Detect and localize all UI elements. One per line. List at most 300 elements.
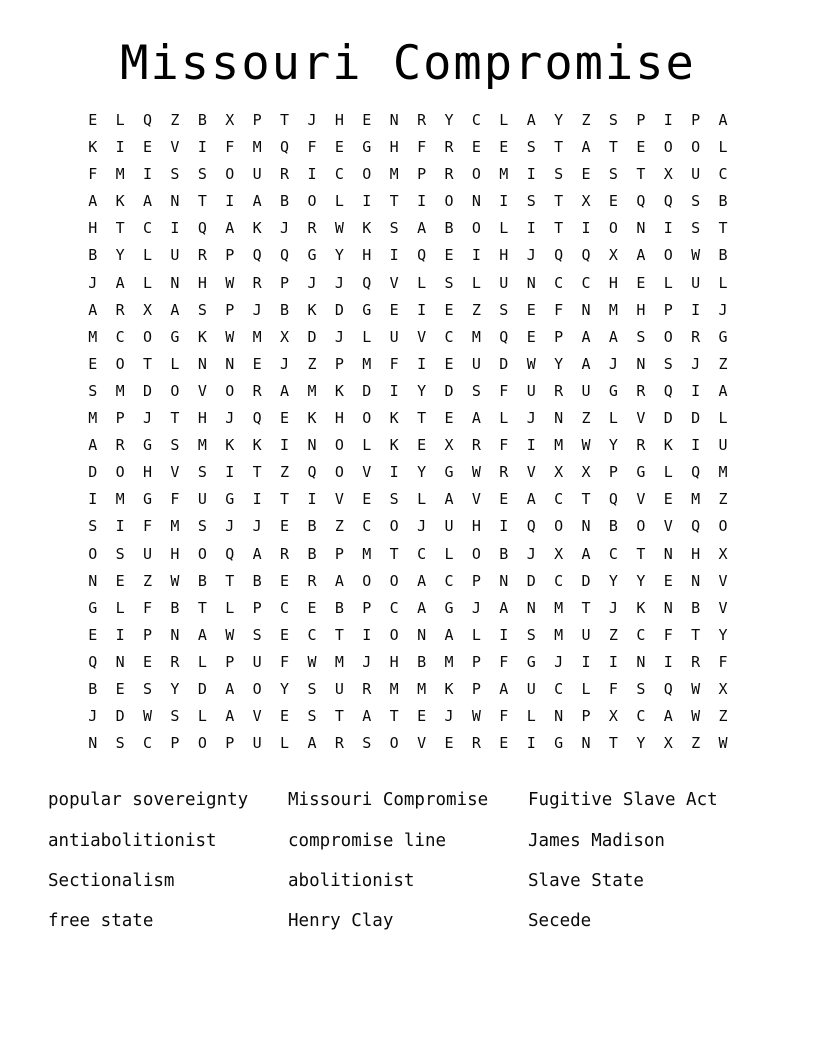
grid-letter: W	[471, 463, 481, 482]
grid-letter: R	[362, 679, 372, 698]
grid-letter: U	[691, 165, 701, 184]
grid-letter: V	[197, 381, 207, 400]
grid-letter: A	[663, 707, 673, 726]
grid-letter: N	[636, 354, 646, 373]
grid-letter: X	[718, 544, 728, 563]
grid-letter: C	[581, 273, 591, 292]
grid-letter: N	[471, 192, 481, 211]
grid-letter: L	[143, 273, 153, 292]
grid-letter: C	[115, 327, 125, 346]
grid-letter: O	[471, 544, 481, 563]
grid-row	[79, 703, 737, 730]
grid-letter: M	[88, 327, 98, 346]
grid-letter: H	[471, 517, 481, 536]
grid-letter: S	[88, 381, 98, 400]
grid-letter: C	[417, 544, 427, 563]
grid-letter: B	[307, 517, 317, 536]
grid-letter: T	[636, 165, 646, 184]
grid-letter: S	[554, 165, 564, 184]
grid-letter: T	[170, 409, 180, 428]
grid-letter: O	[362, 165, 372, 184]
grid-letter: Y	[417, 381, 427, 400]
grid-letter: K	[636, 598, 646, 617]
grid-letter: M	[554, 625, 564, 644]
grid-letter: A	[252, 544, 262, 563]
grid-letter: A	[225, 707, 235, 726]
grid-letter: I	[417, 192, 427, 211]
grid-letter: L	[197, 707, 207, 726]
grid-letter: F	[307, 138, 317, 157]
grid-letter: X	[663, 734, 673, 753]
grid-letter: E	[362, 111, 372, 129]
grid-letter: B	[444, 219, 454, 238]
grid-letter: S	[307, 679, 317, 698]
grid-letter: S	[197, 165, 207, 184]
grid-letter: I	[499, 625, 509, 644]
grid-letter: J	[526, 544, 536, 563]
grid-letter: V	[417, 734, 427, 753]
grid-letter: T	[581, 598, 591, 617]
grid-letter: L	[362, 436, 372, 455]
grid-letter: J	[252, 300, 262, 319]
grid-letter: L	[499, 409, 509, 428]
grid-letter: A	[499, 679, 509, 698]
grid-letter: L	[417, 490, 427, 509]
grid-letter: L	[143, 246, 153, 265]
grid-letter: G	[554, 734, 564, 753]
grid-letter: F	[170, 490, 180, 509]
grid-letter: F	[389, 354, 399, 373]
grid-letter: P	[581, 707, 591, 726]
grid-letter: O	[663, 246, 673, 265]
grid-letter: Q	[143, 111, 153, 129]
grid-letter: Y	[115, 246, 125, 265]
grid-letter: A	[526, 490, 536, 509]
grid-letter: U	[526, 679, 536, 698]
grid-letter: E	[417, 436, 427, 455]
grid-letter: M	[499, 165, 509, 184]
grid-letter: W	[225, 273, 235, 292]
grid-letter: Q	[499, 327, 509, 346]
word-item: abolitionist	[288, 870, 415, 891]
grid-letter: D	[115, 707, 125, 726]
grid-letter: M	[197, 436, 207, 455]
grid-letter: J	[554, 652, 564, 671]
grid-letter: M	[417, 679, 427, 698]
grid-letter: V	[663, 517, 673, 536]
grid-letter: O	[444, 192, 454, 211]
grid-letter: E	[143, 652, 153, 671]
grid-letter: N	[170, 625, 180, 644]
grid-letter: G	[444, 463, 454, 482]
grid-letter: E	[471, 138, 481, 157]
grid-letter: O	[691, 138, 701, 157]
grid-letter: J	[252, 517, 262, 536]
grid-letter: V	[389, 273, 399, 292]
grid-letter: X	[554, 544, 564, 563]
grid-letter: L	[197, 652, 207, 671]
grid-letter: L	[334, 192, 344, 211]
grid-letter: I	[225, 192, 235, 211]
grid-letter: O	[389, 571, 399, 590]
grid-letter: O	[389, 625, 399, 644]
grid-letter: B	[499, 544, 509, 563]
grid-letter: M	[444, 652, 454, 671]
word-item: Henry Clay	[288, 911, 394, 932]
grid-letter: F	[280, 652, 290, 671]
grid-letter: K	[307, 409, 317, 428]
grid-letter: I	[88, 490, 98, 509]
grid-letter: S	[170, 436, 180, 455]
grid-letter: X	[608, 707, 618, 726]
grid-letter: O	[115, 354, 125, 373]
grid-letter: C	[444, 327, 454, 346]
word-list-row	[48, 901, 816, 941]
grid-letter: R	[280, 165, 290, 184]
grid-letter: I	[499, 192, 509, 211]
grid-letter: J	[526, 246, 536, 265]
grid-letter: Q	[417, 246, 427, 265]
grid-letter: H	[334, 111, 344, 129]
grid-letter: A	[88, 300, 98, 319]
grid-row	[79, 568, 737, 595]
grid-row	[79, 595, 737, 622]
grid-letter: J	[444, 707, 454, 726]
grid-letter: T	[225, 571, 235, 590]
grid-letter: E	[444, 734, 454, 753]
grid-letter: I	[362, 192, 372, 211]
grid-letter: I	[389, 246, 399, 265]
grid-letter: I	[197, 138, 207, 157]
grid-letter: M	[718, 463, 728, 482]
grid-letter: T	[334, 707, 344, 726]
grid-letter: I	[115, 517, 125, 536]
grid-letter: V	[636, 490, 646, 509]
grid-letter: A	[225, 219, 235, 238]
grid-letter: A	[581, 544, 591, 563]
grid-row	[79, 351, 737, 378]
grid-letter: C	[143, 734, 153, 753]
grid-letter: B	[280, 192, 290, 211]
grid-letter: W	[691, 707, 701, 726]
grid-letter: E	[88, 354, 98, 373]
grid-letter: T	[280, 490, 290, 509]
grid-letter: T	[608, 138, 618, 157]
grid-letter: O	[334, 463, 344, 482]
grid-letter: D	[307, 327, 317, 346]
grid-letter: L	[499, 219, 509, 238]
grid-letter: Q	[88, 652, 98, 671]
grid-letter: W	[170, 571, 180, 590]
grid-letter: P	[554, 327, 564, 346]
grid-letter: M	[88, 409, 98, 428]
grid-letter: J	[143, 409, 153, 428]
grid-letter: O	[554, 517, 564, 536]
grid-letter: S	[691, 219, 701, 238]
grid-letter: E	[334, 138, 344, 157]
grid-letter: T	[554, 138, 564, 157]
grid-letter: O	[389, 517, 399, 536]
grid-letter: E	[526, 327, 536, 346]
grid-letter: I	[663, 219, 673, 238]
grid-letter: W	[334, 219, 344, 238]
grid-letter: T	[718, 219, 728, 238]
word-list-row	[48, 861, 816, 901]
grid-letter: B	[197, 111, 207, 129]
grid-letter: S	[499, 300, 509, 319]
grid-letter: V	[471, 490, 481, 509]
grid-letter: U	[499, 273, 509, 292]
grid-row	[79, 324, 737, 351]
grid-letter: E	[115, 679, 125, 698]
grid-letter: R	[334, 734, 344, 753]
grid-letter: E	[636, 138, 646, 157]
grid-letter: W	[718, 734, 728, 753]
grid-letter: Q	[581, 246, 591, 265]
grid-letter: P	[334, 354, 344, 373]
grid-letter: J	[225, 409, 235, 428]
word-search-grid	[79, 107, 737, 757]
grid-letter: W	[526, 354, 536, 373]
grid-letter: R	[115, 436, 125, 455]
grid-letter: S	[444, 273, 454, 292]
grid-letter: Z	[691, 734, 701, 753]
grid-letter: M	[362, 544, 372, 563]
grid-letter: H	[197, 409, 207, 428]
grid-letter: Q	[252, 246, 262, 265]
grid-letter: U	[252, 734, 262, 753]
word-item: James Madison	[528, 830, 665, 851]
grid-letter: T	[389, 544, 399, 563]
grid-letter: O	[115, 463, 125, 482]
grid-letter: R	[307, 571, 317, 590]
grid-letter: I	[526, 734, 536, 753]
grid-letter: Q	[663, 679, 673, 698]
grid-letter: M	[115, 381, 125, 400]
grid-letter: P	[417, 165, 427, 184]
grid-letter: Q	[362, 273, 372, 292]
grid-letter: J	[608, 598, 618, 617]
grid-letter: P	[225, 652, 235, 671]
grid-letter: N	[554, 409, 564, 428]
grid-letter: E	[280, 707, 290, 726]
grid-letter: E	[444, 409, 454, 428]
grid-letter: N	[88, 734, 98, 753]
grid-letter: V	[636, 409, 646, 428]
grid-letter: M	[362, 354, 372, 373]
grid-letter: N	[636, 219, 646, 238]
grid-letter: K	[307, 300, 317, 319]
grid-letter: B	[197, 571, 207, 590]
grid-letter: E	[143, 138, 153, 157]
grid-letter: E	[417, 707, 427, 726]
grid-letter: C	[554, 571, 564, 590]
grid-letter: D	[663, 409, 673, 428]
word-item: compromise line	[288, 830, 447, 851]
grid-letter: R	[444, 165, 454, 184]
grid-letter: I	[663, 652, 673, 671]
grid-letter: O	[663, 327, 673, 346]
grid-letter: N	[581, 517, 591, 536]
grid-row	[79, 622, 737, 649]
grid-letter: G	[143, 436, 153, 455]
grid-letter: J	[334, 273, 344, 292]
grid-letter: R	[471, 436, 481, 455]
grid-letter: Q	[197, 219, 207, 238]
grid-letter: I	[417, 354, 427, 373]
grid-letter: C	[636, 707, 646, 726]
grid-letter: S	[608, 165, 618, 184]
grid-letter: L	[444, 544, 454, 563]
grid-letter: D	[691, 409, 701, 428]
grid-letter: S	[170, 707, 180, 726]
grid-letter: G	[444, 598, 454, 617]
word-item: Sectionalism	[48, 870, 175, 891]
grid-letter: O	[608, 219, 618, 238]
grid-letter: D	[362, 381, 372, 400]
grid-letter: T	[115, 219, 125, 238]
grid-letter: E	[444, 300, 454, 319]
grid-letter: Y	[636, 734, 646, 753]
grid-letter: S	[143, 679, 153, 698]
grid-letter: W	[307, 652, 317, 671]
grid-letter: K	[115, 192, 125, 211]
grid-letter: K	[389, 409, 399, 428]
grid-letter: N	[526, 273, 536, 292]
grid-letter: C	[280, 598, 290, 617]
grid-letter: L	[170, 354, 180, 373]
grid-letter: S	[307, 707, 317, 726]
grid-letter: L	[718, 409, 728, 428]
grid-letter: S	[389, 219, 399, 238]
grid-letter: U	[581, 625, 591, 644]
grid-letter: R	[252, 273, 262, 292]
grid-letter: Y	[170, 679, 180, 698]
grid-letter: H	[389, 652, 399, 671]
grid-letter: A	[225, 679, 235, 698]
word-list	[0, 780, 816, 941]
grid-letter: H	[499, 246, 509, 265]
grid-letter: X	[554, 463, 564, 482]
grid-letter: E	[252, 354, 262, 373]
grid-letter: O	[334, 436, 344, 455]
grid-letter: X	[444, 436, 454, 455]
word-list-row	[48, 821, 816, 861]
grid-row	[79, 107, 737, 134]
grid-letter: A	[170, 300, 180, 319]
grid-letter: E	[280, 409, 290, 428]
grid-letter: C	[444, 571, 454, 590]
grid-letter: N	[417, 625, 427, 644]
grid-letter: I	[389, 381, 399, 400]
grid-letter: E	[663, 571, 673, 590]
grid-letter: O	[663, 138, 673, 157]
grid-letter: F	[143, 598, 153, 617]
grid-letter: E	[444, 246, 454, 265]
grid-letter: O	[362, 571, 372, 590]
grid-letter: A	[417, 571, 427, 590]
grid-letter: S	[88, 517, 98, 536]
grid-letter: P	[225, 300, 235, 319]
grid-letter: Z	[280, 463, 290, 482]
grid-letter: E	[499, 490, 509, 509]
grid-letter: V	[334, 490, 344, 509]
grid-letter: G	[718, 327, 728, 346]
grid-letter: G	[143, 490, 153, 509]
grid-letter: J	[608, 354, 618, 373]
grid-letter: U	[389, 327, 399, 346]
grid-letter: J	[526, 409, 536, 428]
grid-letter: G	[225, 490, 235, 509]
grid-letter: O	[636, 517, 646, 536]
grid-letter: E	[88, 111, 98, 129]
grid-letter: E	[444, 354, 454, 373]
grid-letter: P	[691, 111, 701, 129]
grid-letter: N	[170, 273, 180, 292]
grid-letter: R	[636, 436, 646, 455]
grid-letter: I	[581, 219, 591, 238]
grid-letter: Z	[581, 409, 591, 428]
grid-letter: H	[636, 300, 646, 319]
grid-letter: U	[143, 544, 153, 563]
grid-letter: L	[663, 463, 673, 482]
grid-row	[79, 513, 737, 540]
grid-letter: X	[608, 246, 618, 265]
grid-letter: B	[718, 246, 728, 265]
grid-letter: B	[307, 544, 317, 563]
grid-letter: I	[307, 490, 317, 509]
grid-letter: I	[225, 463, 235, 482]
grid-row	[79, 134, 737, 161]
grid-letter: Y	[718, 625, 728, 644]
grid-letter: P	[280, 273, 290, 292]
grid-letter: O	[252, 679, 262, 698]
grid-letter: K	[225, 436, 235, 455]
grid-letter: J	[280, 219, 290, 238]
grid-letter: O	[362, 409, 372, 428]
grid-letter: E	[608, 192, 618, 211]
grid-letter: S	[362, 734, 372, 753]
grid-letter: C	[554, 679, 564, 698]
grid-letter: N	[663, 598, 673, 617]
grid-letter: O	[88, 544, 98, 563]
grid-letter: C	[362, 517, 372, 536]
grid-letter: S	[636, 679, 646, 698]
grid-row	[79, 405, 737, 432]
grid-row	[79, 161, 737, 188]
grid-row	[79, 432, 737, 459]
grid-letter: M	[608, 300, 618, 319]
grid-letter: K	[663, 436, 673, 455]
grid-letter: Z	[170, 111, 180, 129]
grid-letter: L	[499, 111, 509, 129]
grid-letter: R	[636, 381, 646, 400]
grid-letter: E	[280, 517, 290, 536]
grid-letter: Y	[608, 436, 618, 455]
grid-letter: B	[334, 598, 344, 617]
grid-letter: U	[252, 165, 262, 184]
grid-letter: V	[252, 707, 262, 726]
grid-letter: H	[334, 409, 344, 428]
grid-letter: E	[499, 138, 509, 157]
grid-letter: J	[718, 300, 728, 319]
grid-letter: I	[170, 219, 180, 238]
grid-letter: Y	[636, 571, 646, 590]
grid-letter: I	[362, 625, 372, 644]
grid-letter: T	[554, 192, 564, 211]
grid-letter: Q	[691, 517, 701, 536]
grid-letter: L	[362, 327, 372, 346]
